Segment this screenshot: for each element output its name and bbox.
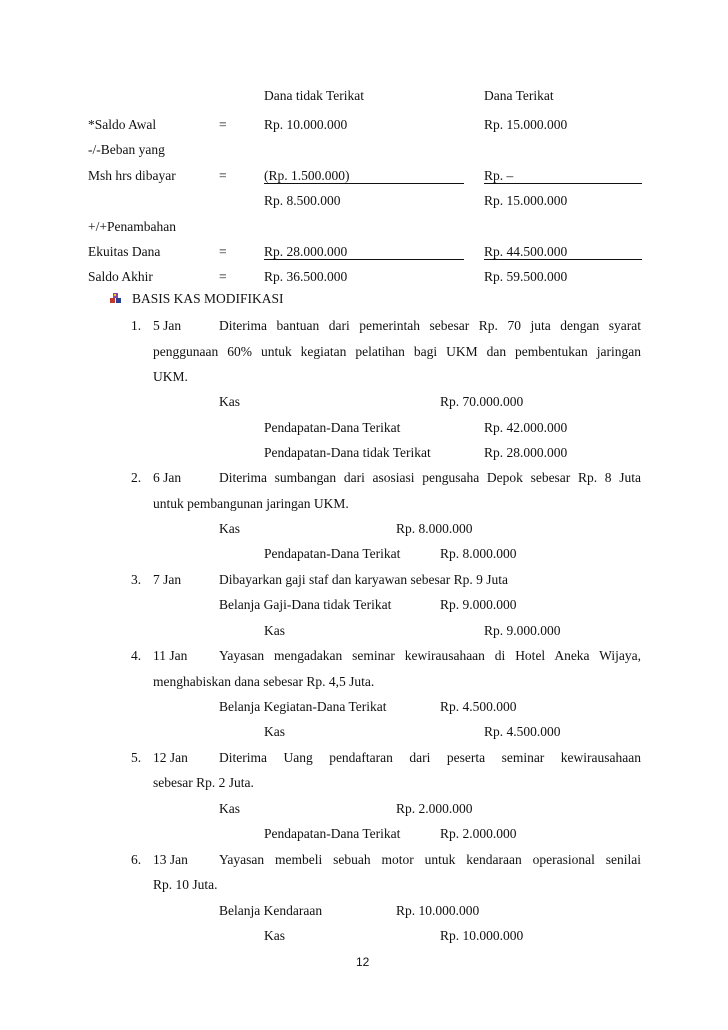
- entry-description: menghabiskan dana sebesar Rp. 4,5 Juta.: [153, 674, 375, 689]
- entry-description: Diterima Uang pendaftaran dari peserta seminar kewirausahaan: [219, 750, 641, 765]
- entry-description: penggunaan 60% untuk kegiatan pelatihan bagi UKM dan pembentukan jaringan: [153, 344, 641, 359]
- entry-number: 2.: [131, 470, 142, 485]
- entry-date: 11 Jan: [153, 648, 188, 663]
- journal-credit-amount: Rp. 42.000.000: [484, 420, 568, 435]
- journal-credit-account: Pendapatan-Dana Terikat: [264, 546, 401, 561]
- journal-credit-amount: Rp. 4.500.000: [484, 724, 561, 739]
- entry-description: Rp. 10 Juta.: [153, 877, 218, 892]
- journal-debit-account: Kas: [219, 394, 240, 409]
- journal-debit-amount: Rp. 9.000.000: [440, 597, 517, 612]
- journal-credit-amount: Rp. 10.000.000: [440, 928, 524, 943]
- subtotal-rule-unrestricted: [264, 183, 464, 184]
- journal-debit-account: Kas: [219, 801, 240, 816]
- subtotal-restricted: Rp. 15.000.000: [484, 193, 568, 208]
- journal-credit-account: Pendapatan-Dana tidak Terikat: [264, 445, 431, 460]
- entry-description: UKM.: [153, 369, 188, 384]
- entry-description: untuk pembangunan jaringan UKM.: [153, 496, 349, 511]
- journal-debit-account: Belanja Kendaraan: [219, 903, 323, 918]
- subtotal-rule-restricted: [484, 183, 642, 184]
- header-restricted-fund: Dana Terikat: [484, 88, 554, 103]
- beban-unrestricted: (Rp. 1.500.000): [264, 168, 350, 183]
- entry-number: 1.: [131, 318, 142, 333]
- journal-debit-amount: Rp. 10.000.000: [396, 903, 480, 918]
- journal-credit-account: Pendapatan-Dana Terikat: [264, 420, 401, 435]
- total-rule-unrestricted: [264, 259, 464, 260]
- entry-description: Diterima bantuan dari pemerintah sebesar Rp. 70 juta dengan syarat: [219, 318, 641, 333]
- journal-debit-account: Belanja Gaji-Dana tidak Terikat: [219, 597, 392, 612]
- entry-date: 5 Jan: [153, 318, 182, 333]
- journal-debit-account: Kas: [219, 521, 240, 536]
- entry-number: 4.: [131, 648, 142, 663]
- total-rule-restricted: [484, 259, 642, 260]
- journal-credit-amount: Rp. 2.000.000: [440, 826, 517, 841]
- journal-credit-amount: Rp. 8.000.000: [440, 546, 517, 561]
- journal-credit-amount: Rp. 28.000.000: [484, 445, 568, 460]
- journal-debit-account: Belanja Kegiatan-Dana Terikat: [219, 699, 387, 714]
- entry-date: 13 Jan: [153, 852, 188, 867]
- penambahan-label-line1: +/+Penambahan: [88, 219, 176, 234]
- saldo-awal-restricted: Rp. 15.000.000: [484, 117, 568, 132]
- saldo-akhir-label: Saldo Akhir: [88, 269, 153, 284]
- journal-credit-account: Kas: [264, 928, 285, 943]
- journal-credit-account: Kas: [264, 623, 285, 638]
- journal-credit-account: Pendapatan-Dana Terikat: [264, 826, 401, 841]
- equals-sign: =: [219, 168, 227, 183]
- journal-debit-amount: Rp. 2.000.000: [396, 801, 473, 816]
- page-number: 12: [356, 955, 370, 969]
- saldo-akhir-restricted: Rp. 59.500.000: [484, 269, 568, 284]
- header-unrestricted-fund: Dana tidak Terikat: [264, 88, 365, 103]
- bullet-icon: [110, 292, 122, 304]
- penambahan-label-line2: Ekuitas Dana: [88, 244, 161, 259]
- penambahan-unrestricted: Rp. 28.000.000: [264, 244, 348, 259]
- entry-number: 3.: [131, 572, 142, 587]
- beban-label-line1: -/-Beban yang: [88, 142, 165, 157]
- equals-sign: =: [219, 269, 227, 284]
- beban-label-line2: Msh hrs dibayar: [88, 168, 176, 183]
- entry-number: 5.: [131, 750, 142, 765]
- entry-description: Yayasan mengadakan seminar kewirausahaan di Hotel Aneka Wijaya,: [219, 648, 641, 663]
- entry-date: 12 Jan: [153, 750, 188, 765]
- journal-debit-amount: Rp. 8.000.000: [396, 521, 473, 536]
- journal-debit-amount: Rp. 70.000.000: [440, 394, 524, 409]
- beban-restricted: Rp. –: [484, 168, 514, 183]
- journal-credit-account: Kas: [264, 724, 285, 739]
- entry-description: Diterima sumbangan dari asosiasi pengusaha Depok sebesar Rp. 8 Juta: [219, 470, 641, 485]
- entry-number: 6.: [131, 852, 142, 867]
- entry-description: sebesar Rp. 2 Juta.: [153, 775, 254, 790]
- saldo-awal-label: *Saldo Awal: [88, 117, 157, 132]
- saldo-awal-unrestricted: Rp. 10.000.000: [264, 117, 348, 132]
- entry-date: 7 Jan: [153, 572, 182, 587]
- equals-sign: =: [219, 117, 227, 132]
- entry-description: Yayasan membeli sebuah motor untuk kendaraan operasional senilai: [219, 852, 641, 867]
- subtotal-unrestricted: Rp. 8.500.000: [264, 193, 341, 208]
- journal-credit-amount: Rp. 9.000.000: [484, 623, 561, 638]
- journal-debit-amount: Rp. 4.500.000: [440, 699, 517, 714]
- entry-date: 6 Jan: [153, 470, 182, 485]
- section-title: BASIS KAS MODIFIKASI: [132, 291, 284, 306]
- penambahan-restricted: Rp. 44.500.000: [484, 244, 568, 259]
- entry-description: Dibayarkan gaji staf dan karyawan sebesar Rp. 9 Juta: [219, 572, 509, 587]
- saldo-akhir-unrestricted: Rp. 36.500.000: [264, 269, 348, 284]
- equals-sign: =: [219, 244, 227, 259]
